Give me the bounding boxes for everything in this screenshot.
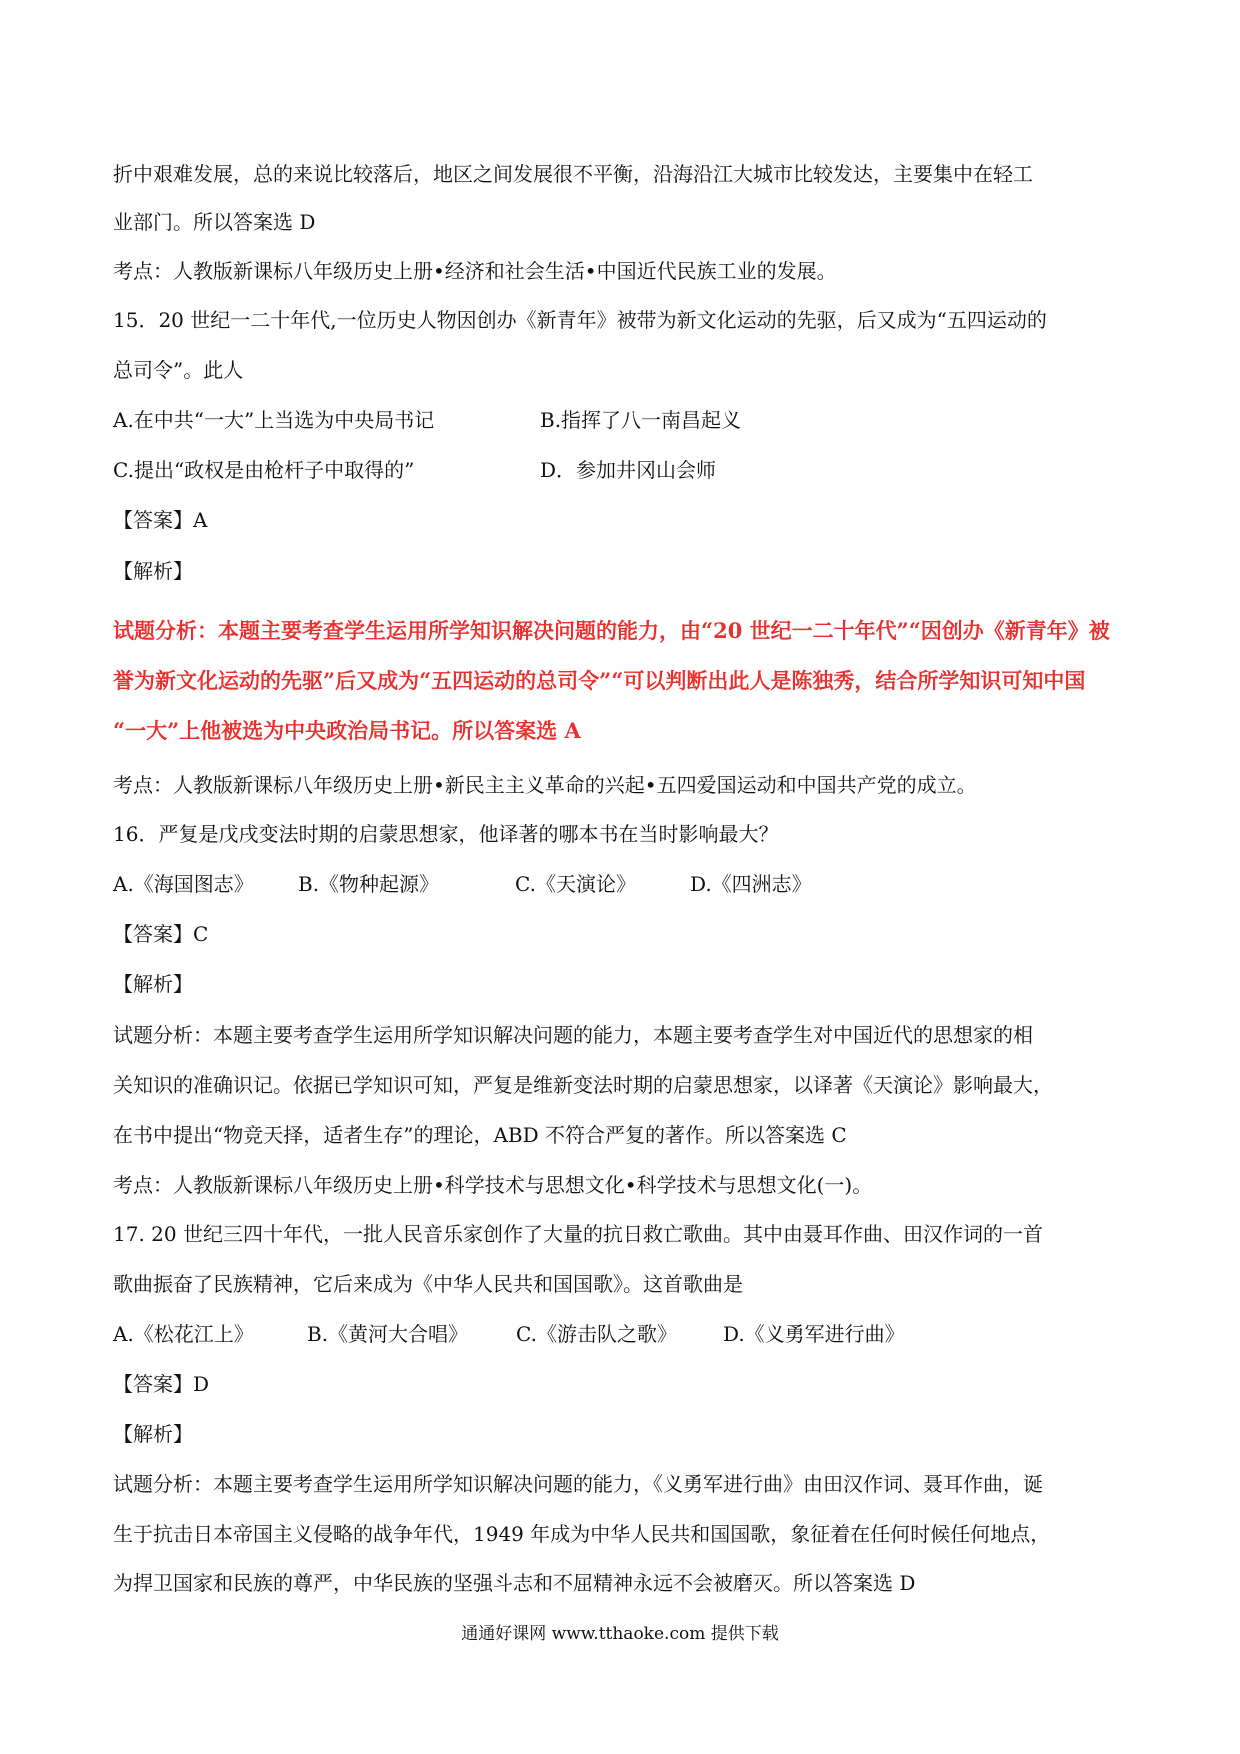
- q15-analysis-line-3: “一大”上他被选为中央政治局书记。所以答案选 A: [113, 718, 581, 743]
- q17-option-d: D.《义勇军进行曲》: [723, 1322, 905, 1346]
- q17-answer: 【答案】D: [113, 1372, 210, 1396]
- q17-analysis-line-1: 试题分析：本题主要考查学生运用所学知识解决问题的能力，《义勇军进行曲》由田汉作词、聂耳作曲，诞: [113, 1472, 1043, 1496]
- page-footer: 通通好课网 www.tthaoke.com 提供下载: [461, 1624, 779, 1644]
- q14-explanation-line-1: 折中艰难发展，总的来说比较落后，地区之间发展很不平衡，沿海沿江大城市比较发达，主要集中在轻工: [113, 162, 1033, 186]
- q17-analysis-line-2: 生于抗击日本帝国主义侵略的战争年代，1949 年成为中华人民共和国国歌，象征着在任何时候任何地点，: [113, 1522, 1051, 1546]
- q17-option-c: C.《游击队之歌》: [516, 1322, 677, 1346]
- q16-option-d: D.《四洲志》: [690, 872, 812, 896]
- q15-option-c: C.提出“政权是由枪杆子中取得的”: [113, 458, 415, 482]
- q17-analysis-label: 【解析】: [113, 1422, 193, 1446]
- q15-option-b: B.指挥了八一南昌起义: [540, 408, 742, 432]
- q16-analysis-line-2: 关知识的准确识记。依据已学知识可知，严复是维新变法时期的启蒙思想家，以译著《天演论》影响最大，: [113, 1073, 1053, 1097]
- q15-analysis-line-2: 誉为新文化运动的先驱”后又成为“五四运动的总司令”“可以判断出此人是陈独秀，结合所学知识可知中国: [113, 668, 1086, 693]
- q15-answer: 【答案】A: [113, 508, 208, 532]
- q17-option-b: B.《黄河大合唱》: [307, 1322, 469, 1346]
- q15-analysis-line-1: 试题分析：本题主要考查学生运用所学知识解决问题的能力，由“20 世纪一二十年代”“因创办《新青年》被: [113, 618, 1110, 643]
- q17-stem-line-1: 17. 20 世纪三四十年代，一批人民音乐家创作了大量的抗日救亡歌曲。其中由聂耳作曲、田汉作词的一首: [113, 1222, 1043, 1246]
- q16-kaodian: 考点：人教版新课标八年级历史上册•科学技术与思想文化•科学技术与思想文化(一)。: [113, 1173, 873, 1197]
- q16-analysis-line-1: 试题分析：本题主要考查学生运用所学知识解决问题的能力，本题主要考查学生对中国近代的思想家的相: [113, 1023, 1033, 1047]
- q14-explanation-line-2: 业部门。所以答案选 D: [113, 210, 316, 234]
- q16-option-a: A.《海国图志》: [113, 872, 254, 896]
- q14-kaodian: 考点：人教版新课标八年级历史上册•经济和社会生活•中国近代民族工业的发展。: [113, 259, 837, 283]
- q15-stem-line-1: 15．20 世纪一二十年代,一位历史人物因创办《新青年》被带为新文化运动的先驱，后又成为“五四运动的: [113, 308, 1047, 332]
- q17-stem-line-2: 歌曲振奋了民族精神，它后来成为《中华人民共和国国歌》。这首歌曲是: [113, 1272, 743, 1296]
- q15-stem-line-2: 总司令”。此人: [113, 358, 244, 382]
- q15-option-a: A.在中共“一大”上当选为中央局书记: [113, 408, 435, 432]
- q16-option-c: C.《天演论》: [515, 872, 636, 896]
- q15-kaodian: 考点：人教版新课标八年级历史上册•新民主主义革命的兴起•五四爱国运动和中国共产党的成立。: [113, 773, 977, 797]
- q17-analysis-line-3: 为捍卫国家和民族的尊严，中华民族的坚强斗志和不屈精神永远不会被磨灭。所以答案选 D: [113, 1571, 916, 1595]
- q16-analysis-label: 【解析】: [113, 972, 193, 996]
- q16-analysis-line-3: 在书中提出“物竞天择，适者生存”的理论，ABD 不符合严复的著作。所以答案选 C: [113, 1123, 847, 1147]
- q16-option-b: B.《物种起源》: [298, 872, 440, 896]
- q16-answer: 【答案】C: [113, 922, 209, 946]
- q15-option-d: D．参加井冈山会师: [540, 458, 717, 482]
- q16-stem: 16．严复是戊戌变法时期的启蒙思想家，他译著的哪本书在当时影响最大？: [113, 822, 779, 846]
- q17-option-a: A.《松花江上》: [113, 1322, 254, 1346]
- q15-analysis-label: 【解析】: [113, 559, 193, 583]
